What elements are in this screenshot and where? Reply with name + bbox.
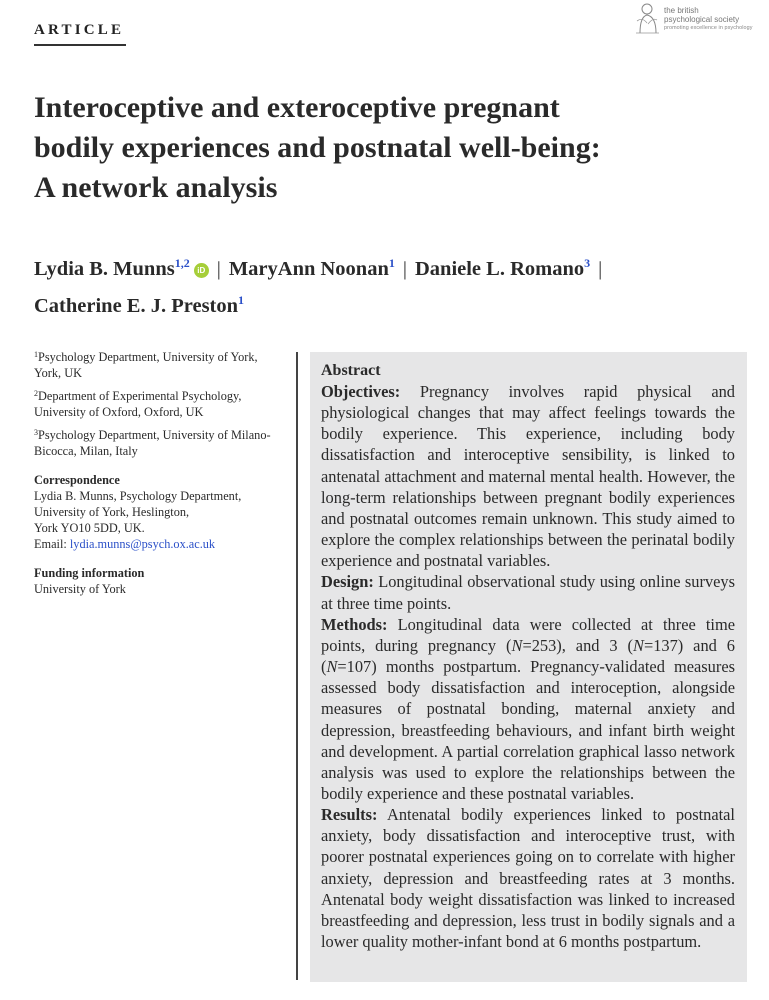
- abstract-body: [321, 381, 735, 952]
- author-name[interactable]: MaryAnn Noonan: [228, 258, 389, 280]
- affiliation-number: 2: [34, 389, 38, 398]
- abstract-objectives: [321, 381, 735, 571]
- author-affiliation-sup[interactable]: 1: [388, 256, 395, 270]
- author-separator: |: [598, 258, 603, 280]
- title-line-1: Interoceptive and exteroceptive pregnant: [34, 91, 560, 124]
- correspondence-line-2: University of York, Heslington,: [34, 505, 190, 519]
- orcid-icon[interactable]: iD: [194, 263, 209, 278]
- bps-logo[interactable]: [634, 1, 764, 35]
- correspondence-line-1: Lydia B. Munns, Psychology Department,: [34, 489, 242, 503]
- correspondence-line-3: York YO10 5DD, UK.: [34, 521, 145, 535]
- author-name[interactable]: Daniele L. Romano: [414, 258, 585, 280]
- results-label: Results:: [321, 805, 378, 825]
- article-label-underline: [34, 44, 126, 46]
- author-separator: |: [402, 258, 407, 280]
- article-type-label: ARTICLE: [34, 22, 125, 38]
- affiliation-text: Department of Experimental Psychology, University of Oxford, Oxford, UK: [34, 389, 242, 419]
- objectives-text: Pregnancy involves rapid physical and physiological changes that may affect feelings towards the bodily experience. This experience, including body dissatisfaction and interoceptive sensibility, is linked to antenatal attachment and maternal mental health. However, the long-term relationships between pregnant bodily experiences and postnatal outcomes remain unknown. This study aimed to explore the complex relationships between the perinatal bodily experience and postnatal variables.: [321, 382, 735, 571]
- methods-n-symbol: N: [326, 657, 338, 677]
- abstract-panel: [310, 352, 747, 982]
- funding-heading: Funding information: [34, 566, 145, 580]
- affiliation-3: [34, 425, 284, 459]
- author-name[interactable]: Catherine E. J. Preston: [34, 295, 239, 317]
- author-name[interactable]: Lydia B. Munns: [34, 258, 175, 280]
- author-line-1: [34, 248, 734, 285]
- affiliation-number: 1: [34, 350, 38, 359]
- abstract-methods: [321, 614, 735, 804]
- affiliation-text: Psychology Department, University of York, York, UK: [34, 350, 258, 380]
- sidebar-divider: [296, 352, 298, 980]
- methods-text-c: =137) and 6 (: [321, 635, 735, 677]
- author-affiliation-sup[interactable]: 1: [238, 293, 245, 307]
- author-affiliation-sup[interactable]: 3: [584, 256, 591, 270]
- bps-logo-line2: psychological society: [664, 15, 740, 24]
- methods-text-d: =107) months postpartum. Pregnancy-validated measures assessed body dissatisfaction and interoception, alongside measures of postnatal bonding, maternal anxiety and depression, breastfeeding behaviours, and infant birth weight and development. A partial correlation graphical lasso network analysis was used to explore the relationships between the bodily experience and these postnatal variables.: [321, 657, 735, 803]
- abstract-design: [321, 571, 735, 613]
- bps-logo-line1: the british: [664, 6, 699, 15]
- affiliation-2: [34, 386, 284, 420]
- author-affiliation-sup[interactable]: 1,2: [174, 256, 190, 270]
- email-link[interactable]: lydia.munns@psych.ox.ac.uk: [69, 537, 216, 551]
- affiliation-number: 3: [34, 428, 38, 437]
- author-separator: |: [216, 258, 221, 280]
- results-text: Antenatal bodily experiences linked to postnatal anxiety, body dissatisfaction and interoceptive trust, with poorer postnatal experiences going on to correlate with higher anxiety, depression and breastfeeding rates at 3 months. Antenatal body weight dissatisfaction was linked to increased breastfeeding and depression, less trust in bodily signals and a lower quality mother-infant bond at 6 months postpartum.: [321, 805, 735, 952]
- correspondence-heading: Correspondence: [34, 473, 120, 487]
- bps-logo-text: [664, 6, 753, 33]
- methods-n-symbol: N: [511, 635, 523, 655]
- bps-emblem-icon: [634, 1, 662, 35]
- email-label: Email:: [34, 537, 67, 551]
- bps-logo-tagline: promoting excellence in psychology: [664, 25, 753, 31]
- author-line-2: [34, 285, 734, 322]
- objectives-label: Objectives:: [321, 382, 401, 401]
- abstract-results: [321, 804, 735, 952]
- correspondence-email-row: [34, 536, 284, 552]
- abstract-title: Abstract: [321, 362, 381, 379]
- methods-text-b: =253), and 3 (: [522, 635, 634, 655]
- funding-text: University of York: [34, 582, 126, 596]
- methods-label: Methods:: [321, 614, 388, 634]
- design-label: Design:: [321, 572, 374, 592]
- title-line-2: bodily experiences and postnatal well-being:: [34, 131, 601, 164]
- title-line-3: A network analysis: [34, 171, 278, 204]
- affiliation-text: Psychology Department, University of Milano-Bicocca, Milan, Italy: [34, 428, 271, 458]
- methods-n-symbol: N: [633, 635, 644, 655]
- article-sidebar: [34, 347, 284, 597]
- article-title: [34, 88, 684, 208]
- affiliation-1: [34, 347, 284, 381]
- design-text: Longitudinal observational study using online surveys at three time points.: [321, 572, 735, 613]
- methods-text-a: Longitudinal data were collected at three time points, during pregnancy (: [321, 614, 735, 655]
- author-list: [34, 248, 734, 322]
